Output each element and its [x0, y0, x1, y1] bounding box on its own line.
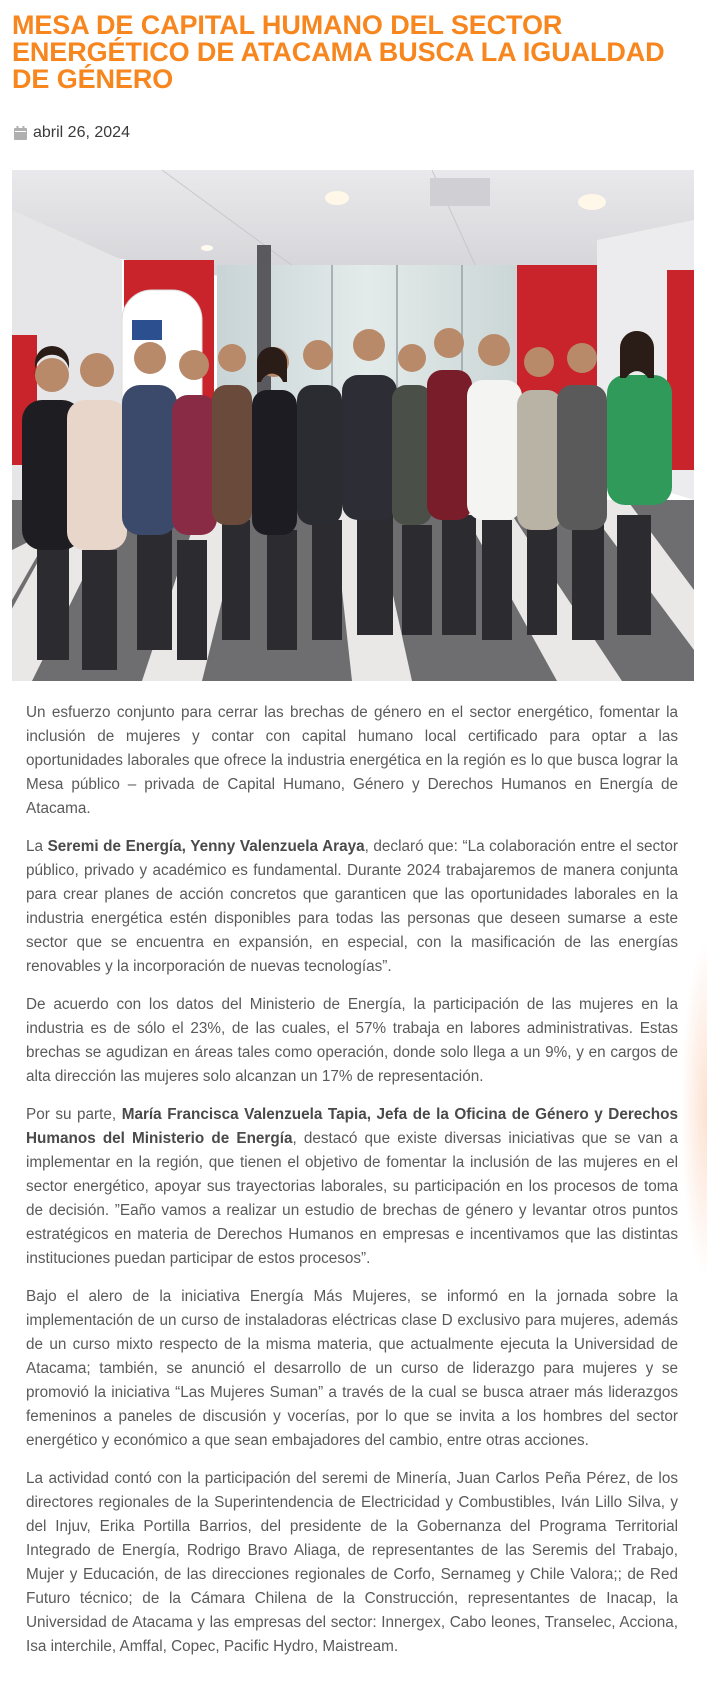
post-date	[14, 124, 130, 142]
paragraph-2-post: , declaró que: “La colaboración entre el sector público, privado y académico es fundamental. Durante 2024 trabajaremos de manera conjunta para crear planes de acción concretos que garanticen que las oportunidades laborales en la industria energética estén disponibles para todas las personas que deseen sumarse a este sector que se encuentra en expansión, en especial, con la masificación de las energías renovables y la incorporación de nuevas tecnologías”.	[26, 838, 678, 975]
paragraph-4	[26, 1103, 678, 1271]
paragraph-2	[26, 835, 678, 979]
paragraph-3: De acuerdo con los datos del Ministerio de Energía, la participación de las mujeres en la industria es de sólo el 23%, de las cuales, el 57% trabaja en labores administrativas. Estas brechas se agudizan en áreas tales como operación, donde solo llega a un 9%, y en cargos de alta dirección las mujeres solo alcanzan un 17% de representación.	[26, 996, 678, 1085]
edge-glow	[681, 940, 707, 1280]
article-title: MESA DE CAPITAL HUMANO DEL SECTOR ENERGÉTICO DE ATACAMA BUSCA LA IGUALDAD DE GÉNERO	[12, 10, 665, 94]
group-photo	[12, 170, 694, 681]
article-body	[26, 701, 678, 1673]
paragraph-4-bold: María Francisca Valenzuela Tapia, Jefa de la Oficina de Género y Derechos Humanos del Ministerio de Energía	[26, 1106, 679, 1147]
paragraph-2-bold: Seremi de Energía, Yenny Valenzuela Araya	[47, 838, 365, 855]
calendar-icon	[14, 126, 27, 140]
paragraph-6: La actividad contó con la participación del seremi de Minería, Juan Carlos Peña Pérez, de los directores regionales de la Superintendencia de Electricidad y Combustibles, Iván Lillo Silva, y del Injuv, Erika Portilla Barrios, del presidente de la Gobernanza del Programa Territorial Integrado de Energía, Rodrigo Bravo Aliaga, de representantes de las Seremis del Trabajo, Mujer y Educación, de las direcciones regionales de Corfo, Sernameg y Chile Valora;; de Red Futuro técnico; de la Cámara Chilena de la Construcción, representantes de Inacap, la Universidad de Atacama y las empresas del sector: Innergex, Cabo leones, Transelec, Acciona, Isa interchile, Amffal, Copec, Pacific Hydro, Maistream.	[26, 1470, 678, 1655]
paragraph-5: Bajo el alero de la iniciativa Energía Más Mujeres, se informó en la jornada sobre la implementación de un curso de instaladoras eléctricas clase D exclusivo para mujeres, además de un curso mixto respecto de la misma materia, que actualmente ejecuta la Universidad de Atacama; también, se anunció el desarrollo de un curso de liderazgo para mujeres y se promovió la iniciativa “Las Mujeres Suman” a través de la cual se busca atraer más liderazgos femeninos a paneles de discusión y vocerías, por lo que se invita a los hombres del sector energético y económico a que sean embajadores del cambio, entre otras acciones.	[26, 1288, 678, 1449]
paragraph-2-pre: La	[26, 838, 48, 855]
paragraph-4-post: , destacó que existe diversas iniciativas que se van a implementar en la región, que tienen el objetivo de fomentar la inclusión de las mujeres en el sector energético, apoyar sus trayectorias laborales, su participación en los procesos de toma de decisión. ”Eaño vamos a realizar un estudio de brechas de género y levantar otros puntos estratégicos en materia de Derechos Humanos en empresas e incentivamos que las distintas instituciones puedan participar de estos procesos”.	[26, 1130, 678, 1267]
paragraph-1: Un esfuerzo conjunto para cerrar las brechas de género en el sector energético, fomentar la inclusión de mujeres y contar con capital humano local certificado para optar a las oportunidades laborales que ofrece la industria energética en la región es lo que busca lograr la Mesa público – privada de Capital Humano, Género y Derechos Humanos en Energía de Atacama.	[26, 704, 678, 817]
paragraph-4-pre: Por su parte,	[26, 1106, 122, 1123]
post-date-text: abril 26, 2024	[33, 124, 130, 141]
